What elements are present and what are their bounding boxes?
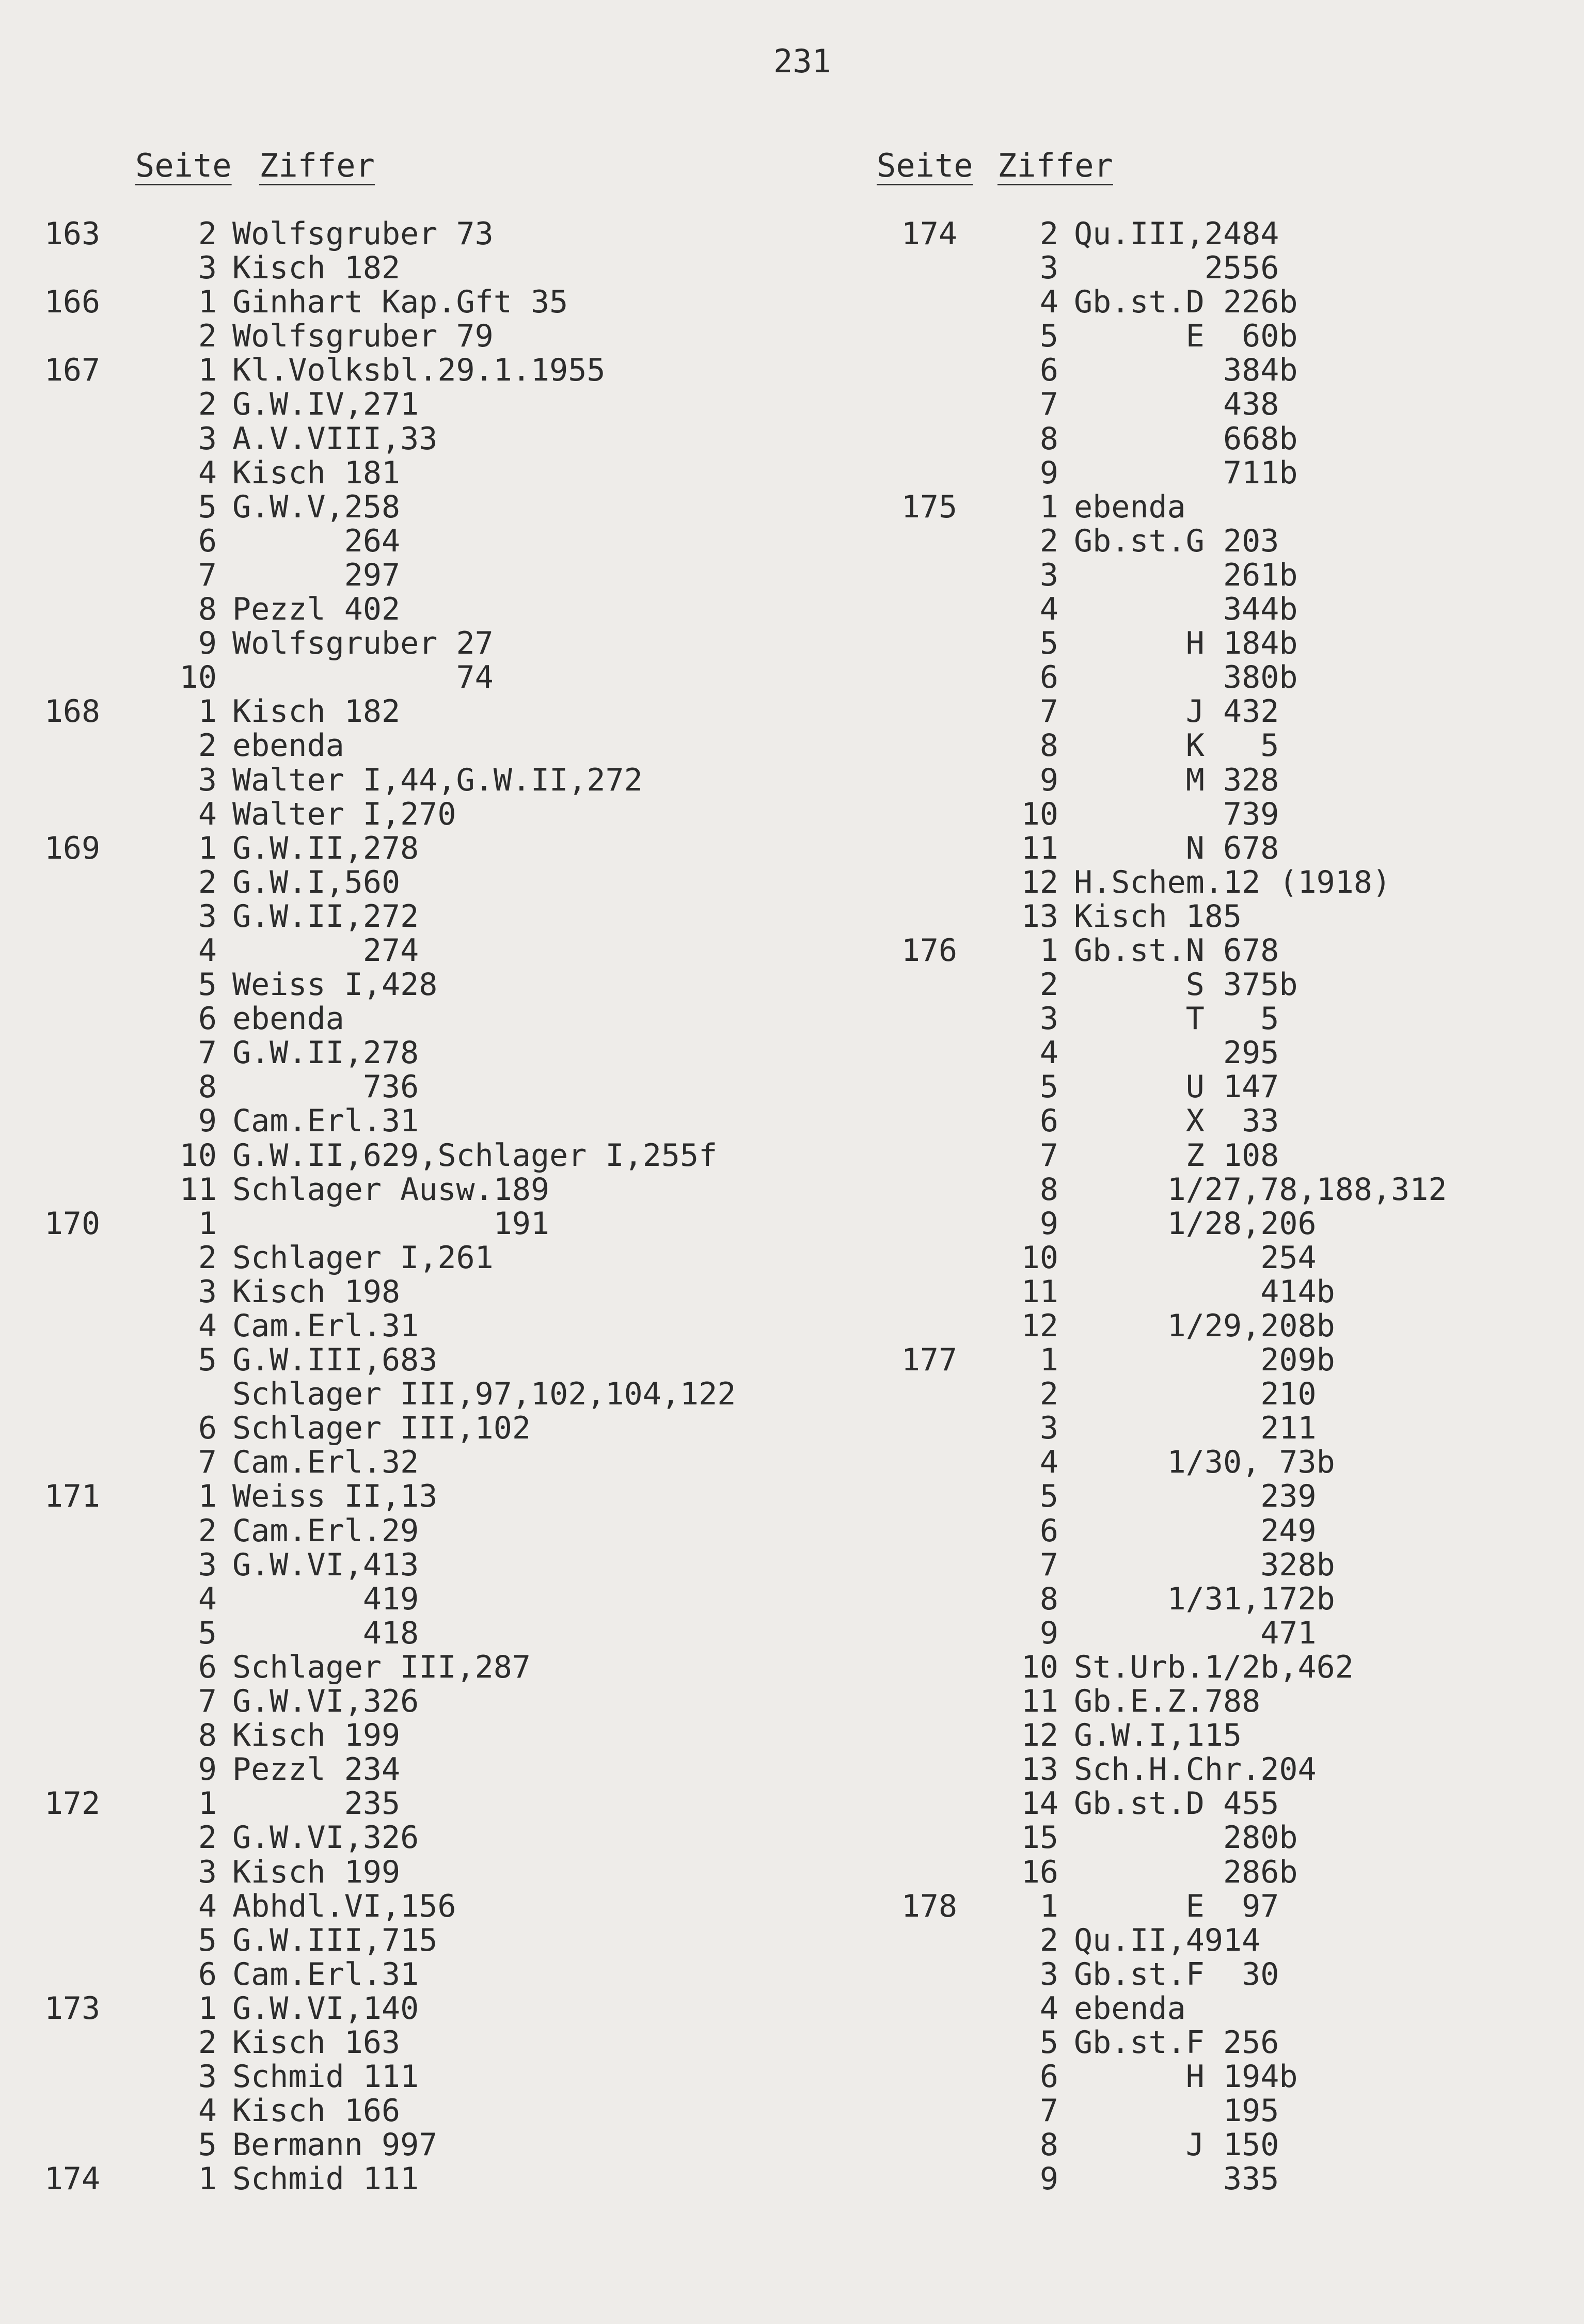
reference-text: Kl.Volksbl.29.1.1955 [232,352,606,389]
header-left-ziffer: Ziffer [259,147,375,184]
ziffer-cell: 9 [198,1751,217,1788]
reference-text: T 5 [1074,1001,1279,1037]
ziffer-cell: 15 [1021,1820,1058,1856]
ziffer-cell: 9 [198,625,217,662]
reference-text: 1/31,172b [1074,1580,1335,1617]
ziffer-cell: 2 [198,728,217,764]
reference-text: Kisch 198 [232,1273,401,1310]
reference-text: 211 [1074,1410,1317,1447]
ziffer-cell: 8 [198,591,217,628]
seite-cell: 174 [901,216,958,252]
reference-text: Sch.H.Chr.204 [1074,1751,1317,1788]
ziffer-cell: 4 [1039,591,1058,628]
reference-text: ebenda [1074,1990,1186,2027]
reference-text: K 5 [1074,728,1279,764]
reference-text: Wolfsgruber 79 [232,318,494,355]
reference-text: 419 [232,1580,419,1617]
header-right-ziffer: Ziffer [997,147,1113,184]
reference-text: Walter I,270 [232,796,456,832]
reference-text: X 33 [1074,1103,1279,1140]
reference-text: ebenda [1074,488,1186,525]
reference-text: 235 [232,1785,401,1822]
reference-text: H 184b [1074,625,1298,662]
ziffer-cell: 10 [179,1137,217,1174]
ziffer-cell: 2 [198,1239,217,1276]
reference-text: G.W.II,629,Schlager I,255f [232,1137,718,1174]
reference-text: Ginhart Kap.Gft 35 [232,284,568,321]
reference-text: 210 [1074,1376,1317,1413]
reference-text: Schlager Ausw.189 [232,1171,550,1208]
ziffer-cell: 2 [1039,216,1058,252]
reference-text: Kisch 163 [232,2024,401,2061]
ziffer-cell: 7 [198,557,217,593]
reference-text: Wolfsgruber 27 [232,625,494,662]
ziffer-cell: 3 [198,1546,217,1583]
reference-text: Kisch 182 [232,250,401,287]
ziffer-cell: 11 [1021,1683,1058,1720]
ziffer-cell: 9 [1039,1615,1058,1651]
reference-text: G.W.I,560 [232,864,401,900]
reference-text: Pezzl 234 [232,1751,401,1788]
ziffer-cell: 1 [198,284,217,321]
seite-cell: 178 [901,1888,958,1924]
ziffer-cell: 1 [1039,1342,1058,1379]
ziffer-cell: 11 [179,1171,217,1208]
ziffer-cell: 5 [1039,1069,1058,1105]
reference-text: Cam.Erl.31 [232,1308,419,1344]
reference-text: G.W.VI,140 [232,1990,419,2027]
ziffer-cell: 4 [198,1888,217,1924]
ziffer-cell: 5 [1039,318,1058,355]
seite-cell: 174 [44,2161,101,2197]
ziffer-cell: 4 [198,1580,217,1617]
reference-text: Wolfsgruber 73 [232,216,494,252]
ziffer-cell: 10 [1021,796,1058,832]
reference-text: J 432 [1074,693,1279,730]
ziffer-cell: 3 [1039,250,1058,287]
ziffer-cell: 7 [1039,1546,1058,1583]
reference-text: Schmid 111 [232,2161,419,2197]
reference-text: G.W.VI,326 [232,1683,419,1720]
reference-text: 344b [1074,591,1298,628]
reference-text: 1/28,206 [1074,1205,1317,1242]
ziffer-cell: 6 [1039,2059,1058,2095]
ziffer-cell: 2 [1039,523,1058,559]
reference-text: G.W.V,258 [232,488,401,525]
reference-text: Gb.st.F 256 [1074,2024,1279,2061]
ziffer-cell: 8 [198,1069,217,1105]
ziffer-cell: 1 [198,352,217,389]
reference-text: G.W.III,715 [232,1922,438,1958]
reference-text: G.W.II,272 [232,898,419,935]
ziffer-cell: 8 [1039,420,1058,457]
reference-text: Weiss I,428 [232,967,438,1003]
ziffer-cell: 1 [198,1785,217,1822]
reference-text: 249 [1074,1512,1317,1549]
reference-text: 254 [1074,1239,1317,1276]
reference-text: N 678 [1074,830,1279,866]
ziffer-cell: 3 [198,420,217,457]
ziffer-cell: 1 [198,1205,217,1242]
reference-text: 414b [1074,1273,1335,1310]
reference-text: 297 [232,557,401,593]
reference-text: Kisch 199 [232,1717,401,1754]
seite-cell: 163 [44,216,101,252]
ziffer-cell: 5 [1039,2024,1058,2061]
ziffer-cell: 8 [1039,1580,1058,1617]
ziffer-cell: 2 [198,1820,217,1856]
reference-text: Gb.E.Z.788 [1074,1683,1261,1720]
reference-text: Cam.Erl.31 [232,1956,419,1993]
reference-text: Schlager III,102 [232,1410,531,1447]
ziffer-cell: 3 [198,762,217,798]
reference-text: G.W.III,683 [232,1342,438,1379]
reference-text: Schmid 111 [232,2059,419,2095]
ziffer-cell: 13 [1021,898,1058,935]
ziffer-cell: 5 [198,2127,217,2163]
reference-text: ebenda [232,1001,344,1037]
reference-text: 739 [1074,796,1279,832]
reference-text: Gb.st.F 30 [1074,1956,1279,1993]
reference-text: 239 [1074,1478,1317,1515]
ziffer-cell: 16 [1021,1854,1058,1890]
ziffer-cell: 10 [179,659,217,696]
ziffer-cell: 4 [198,796,217,832]
ziffer-cell: 3 [1039,1410,1058,1447]
ziffer-cell: 9 [1039,2161,1058,2197]
seite-cell: 173 [44,1990,101,2027]
ziffer-cell: 6 [198,1649,217,1685]
ziffer-cell: 7 [1039,2093,1058,2129]
ziffer-cell: 2 [198,2024,217,2061]
reference-text: Schlager III,97,102,104,122 [232,1376,736,1413]
page-number: 231 [773,42,831,80]
reference-text: Cam.Erl.32 [232,1444,419,1481]
reference-text: Z 108 [1074,1137,1279,1174]
ziffer-cell: 13 [1021,1751,1058,1788]
reference-text: Schlager III,287 [232,1649,531,1685]
reference-text: Gb.st.N 678 [1074,932,1279,969]
ziffer-cell: 14 [1021,1785,1058,1822]
reference-text: 384b [1074,352,1298,389]
reference-text: G.W.II,278 [232,1035,419,1071]
ziffer-cell: 2 [198,864,217,900]
ziffer-cell: 6 [198,523,217,559]
reference-text: 1/30, 73b [1074,1444,1335,1481]
reference-text: Schlager I,261 [232,1239,494,1276]
ziffer-cell: 11 [1021,1273,1058,1310]
ziffer-cell: 3 [198,250,217,287]
reference-text: H 194b [1074,2059,1298,2095]
reference-text: ebenda [232,728,344,764]
reference-text: Gb.st.G 203 [1074,523,1279,559]
ziffer-cell: 1 [198,830,217,866]
ziffer-cell: 6 [198,1001,217,1037]
ziffer-cell: 2 [198,386,217,423]
ziffer-cell: 2 [198,1512,217,1549]
reference-text: A.V.VIII,33 [232,420,438,457]
reference-text: E 60b [1074,318,1298,355]
header-left-seite: Seite [135,147,232,184]
ziffer-cell: 6 [1039,659,1058,696]
reference-text: 274 [232,932,419,969]
ziffer-cell: 12 [1021,864,1058,900]
reference-text: 195 [1074,2093,1279,2129]
ziffer-cell: 8 [1039,2127,1058,2163]
reference-text: 264 [232,523,401,559]
ziffer-cell: 7 [198,1444,217,1481]
ziffer-cell: 9 [198,1103,217,1140]
ziffer-cell: 5 [198,1342,217,1379]
ziffer-cell: 6 [1039,1103,1058,1140]
ziffer-cell: 5 [198,488,217,525]
seite-cell: 170 [44,1205,101,1242]
reference-text: St.Urb.1/2b,462 [1074,1649,1354,1685]
reference-text: 380b [1074,659,1298,696]
reference-text: 328b [1074,1546,1335,1583]
ziffer-cell: 9 [1039,1205,1058,1242]
seite-cell: 168 [44,693,101,730]
ziffer-cell: 10 [1021,1649,1058,1685]
ziffer-cell: 5 [1039,1478,1058,1515]
reference-text: 280b [1074,1820,1298,1856]
ziffer-cell: 8 [1039,1171,1058,1208]
reference-text: U 147 [1074,1069,1279,1105]
ziffer-cell: 5 [198,1922,217,1958]
ziffer-cell: 1 [1039,1888,1058,1924]
ziffer-cell: 6 [198,1410,217,1447]
ziffer-cell: 3 [198,2059,217,2095]
reference-text: 209b [1074,1342,1335,1379]
ziffer-cell: 1 [198,1990,217,2027]
ziffer-cell: 4 [198,454,217,491]
reference-text: Cam.Erl.29 [232,1512,419,1549]
reference-text: E 97 [1074,1888,1279,1924]
ziffer-cell: 8 [1039,728,1058,764]
seite-cell: 176 [901,932,958,969]
reference-text: S 375b [1074,967,1298,1003]
reference-text: G.W.IV,271 [232,386,419,423]
seite-cell: 171 [44,1478,101,1515]
seite-cell: 172 [44,1785,101,1822]
ziffer-cell: 2 [1039,1922,1058,1958]
reference-text: Kisch 166 [232,2093,401,2129]
header-right-seite: Seite [877,147,973,184]
ziffer-cell: 2 [198,318,217,355]
ziffer-cell: 1 [1039,932,1058,969]
reference-text: Qu.III,2484 [1074,216,1279,252]
reference-text: G.W.VI,326 [232,1820,419,1856]
ziffer-cell: 12 [1021,1308,1058,1344]
ziffer-cell: 1 [1039,488,1058,525]
reference-text: 1/27,78,188,312 [1074,1171,1447,1208]
reference-text: G.W.II,278 [232,830,419,866]
reference-text: 191 [232,1205,550,1242]
seite-cell: 175 [901,488,958,525]
ziffer-cell: 1 [198,1478,217,1515]
ziffer-cell: 5 [198,967,217,1003]
reference-text: 736 [232,1069,419,1105]
ziffer-cell: 4 [198,2093,217,2129]
reference-text: 668b [1074,420,1298,457]
ziffer-cell: 3 [198,1273,217,1310]
ziffer-cell: 6 [1039,1512,1058,1549]
reference-text: Qu.II,4914 [1074,1922,1261,1958]
reference-text: 2556 [1074,250,1279,287]
reference-text: Pezzl 402 [232,591,401,628]
ziffer-cell: 4 [1039,1990,1058,2027]
reference-text: 286b [1074,1854,1298,1890]
ziffer-cell: 12 [1021,1717,1058,1754]
reference-text: 1/29,208b [1074,1308,1335,1344]
ziffer-cell: 9 [1039,762,1058,798]
ziffer-cell: 3 [198,1854,217,1890]
reference-text: Cam.Erl.31 [232,1103,419,1140]
reference-text: M 328 [1074,762,1279,798]
ziffer-cell: 3 [1039,1956,1058,1993]
reference-text: Kisch 182 [232,693,401,730]
ziffer-cell: 7 [198,1035,217,1071]
reference-text: 295 [1074,1035,1279,1071]
ziffer-cell: 3 [1039,1001,1058,1037]
reference-text: 438 [1074,386,1279,423]
ziffer-cell: 11 [1021,830,1058,866]
ziffer-cell: 4 [1039,1444,1058,1481]
ziffer-cell: 4 [1039,284,1058,321]
ziffer-cell: 7 [1039,693,1058,730]
ziffer-cell: 3 [198,898,217,935]
reference-text: G.W.I,115 [1074,1717,1242,1754]
ziffer-cell: 2 [198,216,217,252]
ziffer-cell: 7 [1039,1137,1058,1174]
reference-text: Bermann 997 [232,2127,438,2163]
reference-text: 471 [1074,1615,1317,1651]
ziffer-cell: 1 [198,693,217,730]
ziffer-cell: 8 [198,1717,217,1754]
reference-text: 261b [1074,557,1298,593]
ziffer-cell: 1 [198,2161,217,2197]
reference-text: J 150 [1074,2127,1279,2163]
seite-cell: 166 [44,284,101,321]
reference-text: Abhdl.VI,156 [232,1888,456,1924]
reference-text: H.Schem.12 (1918) [1074,864,1391,900]
ziffer-cell: 3 [1039,557,1058,593]
reference-text: Weiss II,13 [232,1478,438,1515]
ziffer-cell: 4 [1039,1035,1058,1071]
ziffer-cell: 2 [1039,967,1058,1003]
ziffer-cell: 5 [1039,625,1058,662]
ziffer-cell: 7 [198,1683,217,1720]
reference-text: Kisch 181 [232,454,401,491]
ziffer-cell: 4 [198,932,217,969]
ziffer-cell: 2 [1039,1376,1058,1413]
reference-text: Walter I,44,G.W.II,272 [232,762,643,798]
seite-cell: 167 [44,352,101,389]
reference-text: 335 [1074,2161,1279,2197]
ziffer-cell: 5 [198,1615,217,1651]
reference-text: 418 [232,1615,419,1651]
ziffer-cell: 6 [1039,352,1058,389]
reference-text: Gb.st.D 455 [1074,1785,1279,1822]
reference-text: 74 [232,659,494,696]
reference-text: Kisch 199 [232,1854,401,1890]
seite-cell: 177 [901,1342,958,1379]
seite-cell: 169 [44,830,101,866]
ziffer-cell: 9 [1039,454,1058,491]
reference-text: Gb.st.D 226b [1074,284,1298,321]
reference-text: Kisch 185 [1074,898,1242,935]
reference-text: G.W.VI,413 [232,1546,419,1583]
reference-text: 711b [1074,454,1298,491]
ziffer-cell: 4 [198,1308,217,1344]
ziffer-cell: 10 [1021,1239,1058,1276]
ziffer-cell: 6 [198,1956,217,1993]
ziffer-cell: 7 [1039,386,1058,423]
